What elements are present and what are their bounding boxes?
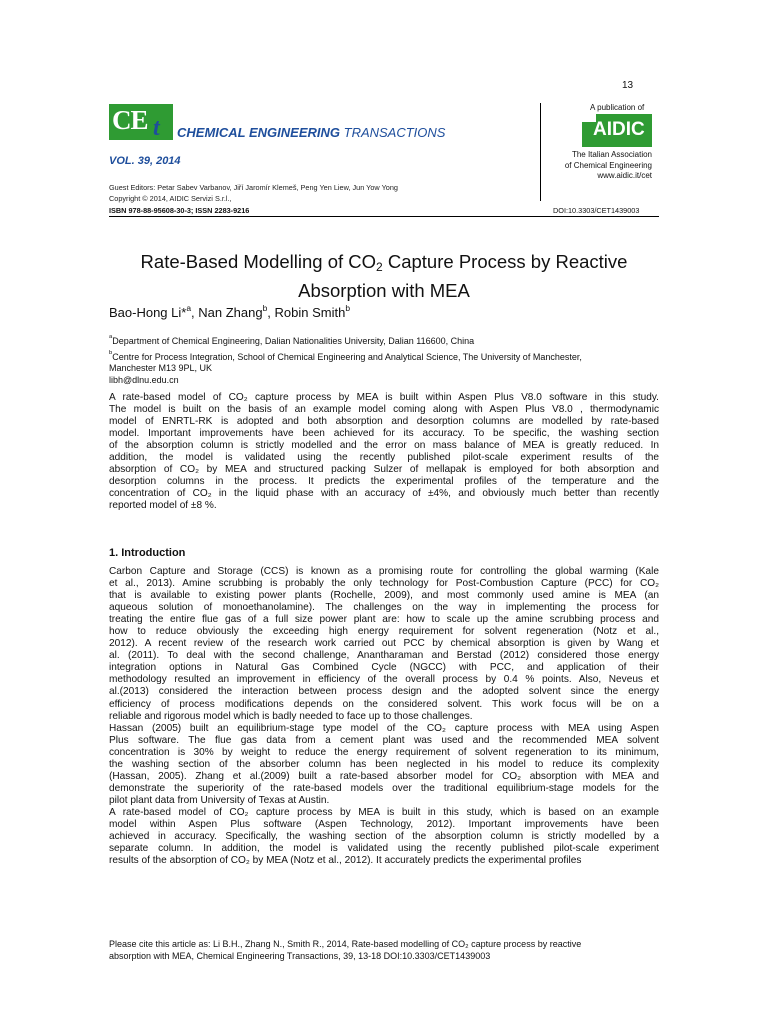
text-line: desorption columns in the process. It predicts the experimental profiles of the temperature and the bbox=[109, 476, 659, 488]
title-text: Rate-Based Modelling of CO bbox=[140, 251, 377, 272]
text-line: Plus software. The flue gas data from a cement plant was used and the recommended MEA solvent bbox=[109, 734, 659, 746]
text-line: A rate-based model of CO₂ capture process by MEA is built within Aspen Plus V8.0 software in this study. bbox=[109, 392, 659, 403]
author-affil-mark: b bbox=[262, 303, 268, 313]
text-line: aqueous solution of monoethanolamine). The challenges on the way in implementing the process for bbox=[109, 602, 659, 614]
header-divider bbox=[109, 216, 659, 217]
journal-name-rest: TRANSACTIONS bbox=[343, 125, 446, 140]
journal-name-bold: CHEMICAL ENGINEERING bbox=[177, 125, 340, 140]
affil-text: Department of Chemical Engineering, Dalian Nationalities University, Dalian 116600, China bbox=[112, 336, 475, 346]
publication-of: A publication of bbox=[590, 103, 645, 112]
page-number: 13 bbox=[622, 80, 634, 91]
cet-logo bbox=[109, 104, 173, 140]
text-line: demonstrate the superiority of the rate-based models over the traditional equilibrium-stage models for the bbox=[109, 782, 659, 794]
affiliation-b-cont: Manchester M13 9PL, UK bbox=[109, 363, 213, 373]
aidic-logo-text: AIDIC bbox=[593, 119, 645, 140]
text-line: methodology resulted an improvement in efficiency of the overall process by 0.4 % points. Also, Neveus et bbox=[109, 674, 659, 686]
text-line: achieved in accuracy. Specifically, the washing section of the absorption column is strictly modelled by a bbox=[109, 831, 659, 843]
affil-text: Centre for Process Integration, School of Chemical Engineering and Analytical Science, The University of Manchester, bbox=[112, 351, 582, 362]
affiliations bbox=[109, 332, 582, 386]
text-line: concentration of CO₂ in the liquid phase with an accuracy of ±4%, and obviously much better than recently bbox=[109, 488, 659, 500]
title-line-2: Absorption with MEA bbox=[298, 280, 470, 301]
title-text: Capture Process by Reactive bbox=[382, 251, 628, 272]
text-line: pilot plant data from University of Texas at Austin. bbox=[109, 794, 330, 806]
affiliation-a bbox=[109, 332, 582, 348]
text-line: of the absorption column is strictly modelled and the error on mass balance of MEA is greatly reduced. In bbox=[109, 440, 659, 452]
aidic-logo bbox=[582, 114, 652, 147]
volume: VOL. 39, 2014 bbox=[109, 155, 181, 167]
title-line-1 bbox=[109, 250, 659, 279]
text-line: treating the entire flue gas of a full size power plant are: how to scale up the amine scrubbing process and bbox=[109, 614, 659, 626]
text-line: that is available to existing power plants (Rochelle, 2009), and most commonly used amine is MEA (an bbox=[109, 590, 659, 602]
editors-block bbox=[109, 183, 398, 204]
text-line: et al., 2013). Amine scrubbing is probably the only technology for Post-Combustion Capture (PCC) for CO₂ bbox=[109, 578, 659, 590]
text-line: absorption of CO₂ by MEA and structured packing Sulzer of mellapak is employed for both absorption and bbox=[109, 464, 659, 476]
isbn: ISBN 978-88-95608-30-3; ISSN 2283-9216 bbox=[109, 206, 250, 215]
text-line: A rate-based model of CO₂ capture process by MEA is built in this study, which is based on an example bbox=[109, 806, 659, 818]
text-line: The model is built on the basis of an example model coming along with Aspen Plus V8.0 , thermodynamic bbox=[109, 404, 659, 416]
association-url: www.aidic.it/cet bbox=[597, 171, 652, 180]
section-heading-introduction: 1. Introduction bbox=[109, 547, 186, 559]
author-affil-mark: a bbox=[186, 303, 192, 313]
text-line: al. (2011). To deal with the second challenge, Anantharaman and Berstad (2012) considered those energy bbox=[109, 650, 659, 662]
header-vertical-divider bbox=[540, 103, 541, 201]
guest-editors: Guest Editors: Petar Sabev Varbanov, Jiří Jaromír Klemeš, Peng Yen Liew, Jun Yow Yong bbox=[109, 183, 398, 192]
cet-logo-text: CE bbox=[112, 105, 148, 135]
introduction-body bbox=[109, 566, 659, 867]
text-line: results of the absorption of CO₂ by MEA (Notz et al., 2012). It accurately predicts the experimental profiles bbox=[109, 855, 582, 867]
text-line: model. Important improvements have been achieved for its accuracy. To be specific, the washing section bbox=[109, 428, 659, 440]
text-line: Carbon Capture and Storage (CCS) is known as a promising route for controlling the global warming (Kale bbox=[109, 566, 659, 577]
author-affil-mark: b bbox=[345, 303, 351, 313]
affil-mark: b bbox=[109, 349, 113, 356]
text-line: reported model of ±8 %. bbox=[109, 500, 217, 512]
citation-line: Please cite this article as: Li B.H., Zhang N., Smith R., 2014, Rate-based modelling of CO₂ capture process by reactive bbox=[109, 939, 582, 949]
citation-line: absorption with MEA, Chemical Engineering Transactions, 39, 13-18 DOI:10.3303/CET1439003 bbox=[109, 950, 491, 961]
text-line: concentration is 30% by weight to reduce the energy requirement of solvent regeneration to its minimum, bbox=[109, 746, 659, 758]
author-name: , Robin Smith bbox=[267, 305, 346, 320]
text-line: integration options in Natural Gas Combined Cycle (NGCC) with PCC, and application of their bbox=[109, 662, 659, 674]
text-line: reliable and rigorous model which is badly needed to face up to those challenges. bbox=[109, 710, 473, 722]
journal-name bbox=[177, 125, 445, 140]
text-line: efficiency of process modifications depends on the considered solvent. This work focus will be on a bbox=[109, 698, 659, 710]
text-line: model of ENRTL-RK is adopted and both absorption and desorption columns are modelled by rate-based bbox=[109, 416, 659, 428]
abstract bbox=[109, 392, 659, 512]
cet-logo-letter: t bbox=[153, 115, 160, 141]
association-line: of Chemical Engineering bbox=[564, 160, 652, 170]
author-name: , Nan Zhang bbox=[191, 305, 263, 320]
corresponding-email: libh@dlnu.edu.cn bbox=[109, 374, 179, 385]
text-line: separate column. In addition, the model is validated using the recently published pilot-scale experiment bbox=[109, 843, 659, 855]
text-line: al.(2013) considered the interaction between process design and the adopted solvent since the energy bbox=[109, 686, 659, 698]
text-line: 2012). A recent review of the research work carried out PCC by chemical absorption is given by Wang et bbox=[109, 638, 659, 650]
text-line: Hassan (2005) built an equilibrium-stage type model of the CO₂ capture process with MEA using Aspen bbox=[109, 722, 659, 734]
copyright: Copyright © 2014, AIDIC Servizi S.r.l., bbox=[109, 193, 232, 203]
affiliation-b bbox=[109, 348, 582, 364]
citation-footer bbox=[109, 939, 581, 962]
doi: DOI:10.3303/CET1439003 bbox=[553, 206, 640, 215]
title-subscript: 2 bbox=[376, 260, 383, 274]
authors bbox=[109, 303, 350, 320]
text-line: addition, the model is validated using the recently published pilot-scale experiment results of the bbox=[109, 452, 659, 464]
text-line: model within Aspen Plus software (Aspen Technology, 2012). Important improvements have been bbox=[109, 818, 659, 830]
paper-title bbox=[109, 250, 659, 302]
association-info bbox=[550, 150, 652, 182]
text-line: how to reduce obviously the exceeding high energy requirement for solvent regeneration (Notz et al., bbox=[109, 626, 659, 638]
association-line: The Italian Association bbox=[571, 150, 652, 159]
affil-mark: a bbox=[109, 334, 113, 340]
text-line: the washing section of the absorber column has been neglected in his model to reduce its complexity bbox=[109, 758, 659, 770]
text-line: (Hassan, 2005). Zhang et al.(2009) built a rate-based absorber model for CO₂ absorption with MEA and bbox=[109, 770, 659, 782]
author-name: Bao-Hong Li* bbox=[109, 305, 187, 320]
